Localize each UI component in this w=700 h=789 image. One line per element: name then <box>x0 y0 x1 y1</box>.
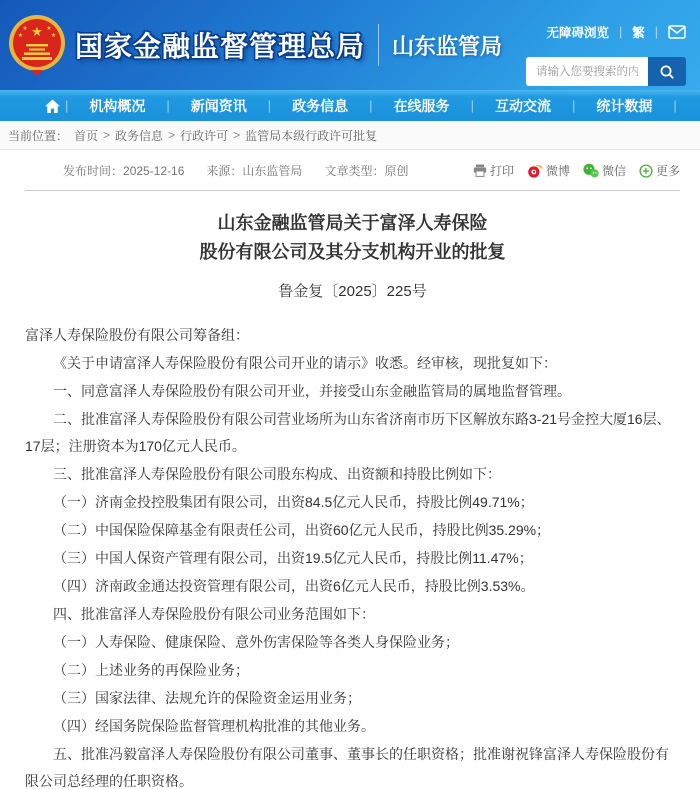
weibo-icon <box>527 163 543 178</box>
doc-number: 鲁金复〔2025〕225号 <box>278 283 427 300</box>
site-header <box>0 0 700 90</box>
nav-item-statistics[interactable]: 统计数据 <box>596 97 653 114</box>
svg-text:★: ★ <box>17 33 24 39</box>
nav-separator: | <box>571 98 576 113</box>
breadcrumb-home[interactable]: 首页 <box>74 128 99 143</box>
article-paragraph: 三、批准富泽人寿保险股份有限公司股东构成、出资额和持股比例如下： <box>53 466 501 482</box>
more-button[interactable]: 更多 <box>639 162 680 179</box>
breadcrumb-separator: > <box>168 128 176 142</box>
nav-item-news[interactable]: 新闻资讯 <box>190 97 247 114</box>
article-paragraph: 一、同意富泽人寿保险股份有限公司开业，并接受山东金融监管局的属地监督管理。 <box>53 383 571 399</box>
nav-separator: | <box>65 98 69 113</box>
header-utils <box>546 23 686 41</box>
article-paragraph: （四）济南政金通达投资管理有限公司，出资6亿元人民币，持股比例3.53%。 <box>53 578 535 594</box>
nav-separator: | <box>470 98 474 113</box>
meta-row <box>25 150 680 179</box>
article-paragraph: （一）济南金投控股集团有限公司，出资84.5亿元人民币，持股比例49.71%； <box>53 494 534 510</box>
mail-icon <box>668 25 686 39</box>
search-icon <box>659 64 675 80</box>
publish-time: 发布时间：2025-12-16 <box>63 164 185 178</box>
breadcrumb-government-info[interactable]: 政务信息 <box>115 128 164 143</box>
article-title-line1: 山东金融监管局关于富泽人寿保险 <box>217 213 488 233</box>
article-paragraph: 富泽人寿保险股份有限公司筹备组： <box>25 327 249 343</box>
svg-text:★: ★ <box>46 26 52 32</box>
print-button[interactable]: 打印 <box>473 162 514 179</box>
printer-icon <box>473 164 487 177</box>
source: 来源：山东监管局 <box>206 164 303 178</box>
mail-link[interactable] <box>668 25 686 39</box>
breadcrumb <box>0 121 700 150</box>
nav-separator: | <box>673 98 677 113</box>
breadcrumb-separator: > <box>103 128 111 142</box>
article-paragraph: （三）中国人保资产管理有限公司，出资19.5亿元人民币，持股比例11.47%； <box>53 550 533 566</box>
breadcrumb-label: 当前位置： <box>8 128 69 143</box>
search-button[interactable] <box>648 57 686 86</box>
content <box>0 150 700 789</box>
article-title <box>25 209 680 267</box>
article-title-line2: 股份有限公司及其分支机构开业的批复 <box>199 242 506 262</box>
article-paragraph: 四、批准富泽人寿保险股份有限公司业务范围如下： <box>53 606 375 622</box>
article-paragraph: 二、批准富泽人寿保险股份有限公司营业场所为山东省济南市历下区解放东路3-21号金控大厦16层、17层；注册资本为170亿元人民币。 <box>25 411 671 454</box>
article-paragraph: 《关于申请富泽人寿保险股份有限公司开业的请示》收悉。经审核，现批复如下： <box>53 355 557 371</box>
article-body <box>25 322 680 789</box>
svg-text:★: ★ <box>31 24 43 39</box>
util-separator: | <box>654 25 658 39</box>
nav-item-government-info[interactable]: 政务信息 <box>292 97 349 114</box>
svg-text:★: ★ <box>50 33 57 39</box>
breadcrumb-admin-license[interactable]: 行政许可 <box>180 128 229 143</box>
bureau-name: 山东监管局 <box>392 33 503 59</box>
nav-item-online-services[interactable]: 在线服务 <box>393 97 450 114</box>
content-divider <box>25 190 680 191</box>
nav-separator: | <box>166 98 170 113</box>
search-input[interactable] <box>526 57 648 86</box>
traditional-link[interactable]: 繁 <box>632 26 645 40</box>
meta-fields <box>25 162 408 179</box>
search-bar <box>526 57 686 86</box>
share-actions <box>473 162 680 179</box>
more-plus-icon <box>639 164 653 178</box>
article-paragraph: 五、批准冯毅富泽人寿保险股份有限公司董事、董事长的任职资格；批准谢祝锋富泽人寿保险股份有限公司总经理的任职资格。 <box>25 746 669 789</box>
nav-item-interaction[interactable]: 互动交流 <box>494 97 551 114</box>
main-nav <box>0 90 700 121</box>
breadcrumb-separator: > <box>233 128 241 142</box>
breadcrumb-current: 监管局本级行政许可批复 <box>245 128 378 143</box>
home-icon <box>44 98 61 114</box>
brand-divider <box>378 24 379 66</box>
article-paragraph: （二）中国保险保障基金有限责任公司，出资60亿元人民币，持股比例35.29%； <box>53 522 551 538</box>
weibo-button[interactable]: 微博 <box>527 162 570 179</box>
home-button[interactable] <box>40 98 65 114</box>
wechat-icon <box>583 163 599 178</box>
national-emblem-icon <box>8 14 66 76</box>
article-paragraph: （四）经国务院保险监督管理机构批准的其他业务。 <box>53 718 375 734</box>
site-title: 国家金融监督管理总局 <box>75 31 366 62</box>
nav-item-overview[interactable]: 机构概况 <box>89 97 146 114</box>
accessibility-link[interactable]: 无障碍浏览 <box>546 26 609 40</box>
wechat-button[interactable]: 微信 <box>583 162 626 179</box>
brand <box>8 14 502 76</box>
article-paragraph: （三）国家法律、法规允许的保险资金运用业务； <box>53 690 361 706</box>
article-paragraph: （一）人寿保险、健康保险、意外伤害保险等各类人身保险业务； <box>53 634 459 650</box>
nav-separator: | <box>267 98 272 113</box>
util-separator: | <box>618 25 623 39</box>
svg-text:★: ★ <box>22 26 28 32</box>
nav-separator: | <box>369 98 373 113</box>
article-paragraph: （二）上述业务的再保险业务； <box>53 662 249 678</box>
article-type: 文章类型：原创 <box>324 164 409 178</box>
